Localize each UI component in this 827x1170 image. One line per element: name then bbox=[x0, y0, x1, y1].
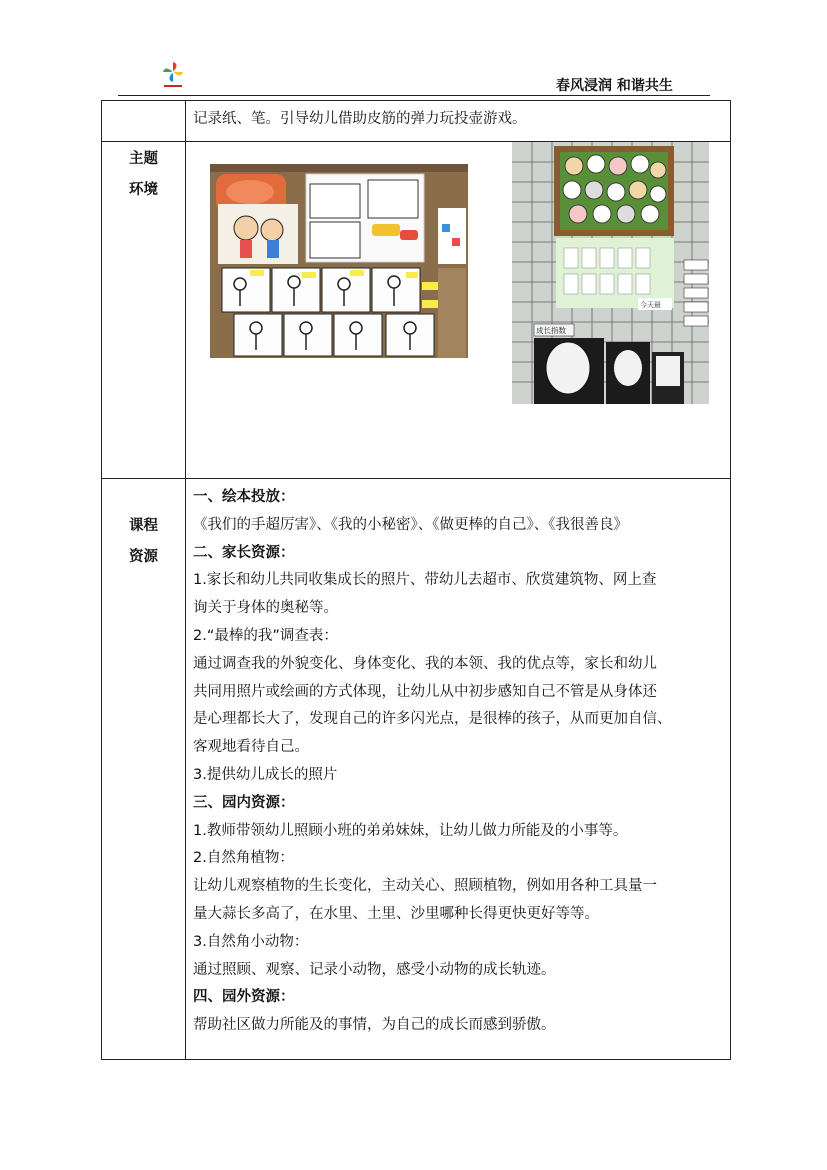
content-line: 共同用照片或绘画的方式体现，让幼儿从中初步感知自己不管是从身体还 bbox=[193, 683, 657, 700]
section-heading: 三、园内资源： bbox=[193, 794, 295, 811]
materials-text: 记录纸、笔。引导幼儿借助皮筋的弹力玩投壶游戏。 bbox=[193, 111, 527, 127]
content-line: 通过调查我的外貌变化、身体变化、我的本领、我的优点等，家长和幼儿 bbox=[193, 655, 657, 672]
content-line: 是心理都长大了，发现自己的许多闪光点，是很棒的孩子，从而更加自信、 bbox=[193, 711, 672, 728]
plan-table bbox=[101, 100, 731, 1060]
content-line: 《我们的手超厉害》、《我的小秘密》、《做更棒的自己》、《我很善良》 bbox=[193, 516, 628, 533]
content-line: 2.自然角植物： bbox=[193, 850, 294, 867]
section-heading: 一、绘本投放： bbox=[193, 489, 295, 505]
content-line: 客观地看待自己。 bbox=[193, 739, 309, 756]
content-line: 3.自然角小动物： bbox=[193, 933, 309, 950]
content-line: 量大蒜长多高了，在水里、土里、沙里哪种长得更快更好等等。 bbox=[193, 905, 599, 922]
course-resources-content bbox=[193, 484, 733, 1040]
content-line: 1.教师带领幼儿照顾小班的弟弟妹妹，让幼儿做力所能及的小事等。 bbox=[193, 822, 628, 839]
row-divider bbox=[102, 478, 730, 479]
section-heading: 四、园外资源： bbox=[193, 989, 295, 1006]
content-line: 询关于身体的奥秘等。 bbox=[193, 600, 338, 617]
theme-wall-photo-left bbox=[210, 164, 468, 358]
header-divider bbox=[118, 95, 710, 96]
course-resources-label: 课程 资源 bbox=[129, 518, 158, 565]
theme-environment-label: 主题 环境 bbox=[129, 151, 158, 198]
content-line: 让幼儿观察植物的生长变化，主动关心、照顾植物，例如用各种工具量一 bbox=[193, 878, 657, 895]
svg-text:今天最: 今天最 bbox=[640, 301, 661, 309]
content-line: 2.“最棒的我”调查表： bbox=[193, 627, 338, 644]
content-line: 3.提供幼儿成长的照片 bbox=[193, 766, 338, 783]
column-divider bbox=[185, 101, 186, 1059]
pinwheel-logo-icon bbox=[160, 60, 186, 90]
header-title: 春风浸润 和谐共生 bbox=[556, 78, 673, 94]
content-line: 通过照顾、观察、记录小动物，感受小动物的成长轨迹。 bbox=[193, 961, 556, 978]
section-heading: 二、家长资源： bbox=[193, 544, 295, 561]
content-line: 帮助社区做力所能及的事情，为自己的成长而感到骄傲。 bbox=[193, 1017, 556, 1034]
svg-text:成长指数: 成长指数 bbox=[536, 326, 566, 335]
theme-wall-photo-right bbox=[512, 142, 709, 404]
content-line: 1.家长和幼儿共同收集成长的照片、带幼儿去超市、欣赏建筑物、网上查 bbox=[193, 572, 657, 589]
